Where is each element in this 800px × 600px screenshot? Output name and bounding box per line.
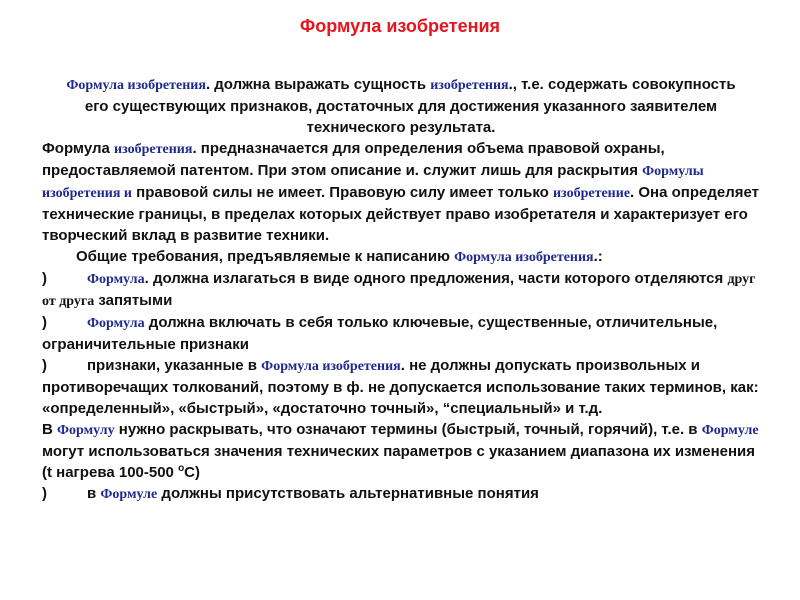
text-run: должны присутствовать альтернативные понятия <box>157 485 539 502</box>
text-run: в <box>87 485 101 502</box>
term-highlight: Формулы изобретения и <box>42 164 704 201</box>
list-marker: ) <box>42 485 47 502</box>
text-run: признаки, указанные в <box>87 357 262 374</box>
requirement-item-4 <box>42 483 760 505</box>
text-run: . не должны допускать произвольных и противоречащих толкований, поэтому в ф. не допускается использование таких терминов, как: «определенный», «быстрый», «достаточно точный», “специальный» и т.д. <box>42 357 759 417</box>
text-run: . предназначается для определения объема правовой охраны, предоставляемой патентом. При этом описание и. служит лишь для раскрытия <box>42 140 665 179</box>
term-highlight: изобретение <box>552 186 631 201</box>
text-run: могут использоваться значения технических параметров с указанием диапазона их изменения (t нагрева 100-500 <box>42 443 756 481</box>
definition-paragraph <box>42 138 760 246</box>
text-run: ., т.е. содержать совокупность его существующих признаков, достаточных для достижения указанного заявителем технического результата. <box>84 76 736 136</box>
text-run: нужно раскрывать, что означают термины (быстрый, точный, горячий), т.е. в <box>114 421 702 438</box>
requirement-item-1 <box>42 268 760 312</box>
degree-superscript: о <box>178 463 185 474</box>
requirements-heading <box>42 246 760 268</box>
text-run-serif: друг от друга <box>42 272 756 309</box>
list-marker: ) <box>42 357 47 374</box>
terms-paragraph <box>42 419 760 483</box>
term-highlight: Формула изобретения <box>261 359 401 374</box>
text-run: С) <box>184 464 200 481</box>
slide-body <box>42 74 760 505</box>
text-run: .: <box>593 248 603 265</box>
slide-title: Формула изобретения <box>299 16 501 36</box>
term-highlight: Формула <box>87 272 145 287</box>
list-marker: ) <box>42 270 47 287</box>
text-run: запятыми <box>94 292 173 309</box>
requirement-item-3 <box>42 355 760 419</box>
term-highlight: Формуле <box>100 487 158 502</box>
term-highlight: Формула изобретения <box>454 250 594 265</box>
text-run: Формула <box>42 140 115 157</box>
text-run: . должна излагаться в виде одного предложения, части которого отделяются <box>144 270 728 287</box>
intro-paragraph <box>42 74 760 138</box>
term-highlight: изобретения <box>430 78 509 93</box>
requirement-item-2 <box>42 312 760 355</box>
text-run: . должна выражать сущность <box>205 76 431 93</box>
term-highlight: Формула <box>87 316 145 331</box>
text-run: должна включать в себя только ключевые, существенные, отличительные, ограничительные признаки <box>42 314 718 353</box>
text-run: правовой силы не имеет. Правовую силу имеет только <box>131 184 553 201</box>
term-highlight: Формула изобретения <box>66 78 206 93</box>
text-run: Общие требования, предъявляемые к написанию <box>76 248 455 265</box>
term-highlight: изобретения <box>114 142 193 157</box>
text-run: . Она определяет технические границы, в пределах которых действует право изобретателя и характеризует его творческий вклад в развитие техники. <box>42 184 759 244</box>
list-marker: ) <box>42 314 47 331</box>
term-highlight: Формулу <box>57 423 115 438</box>
term-highlight: Формуле <box>701 423 759 438</box>
text-run: В <box>42 421 57 438</box>
